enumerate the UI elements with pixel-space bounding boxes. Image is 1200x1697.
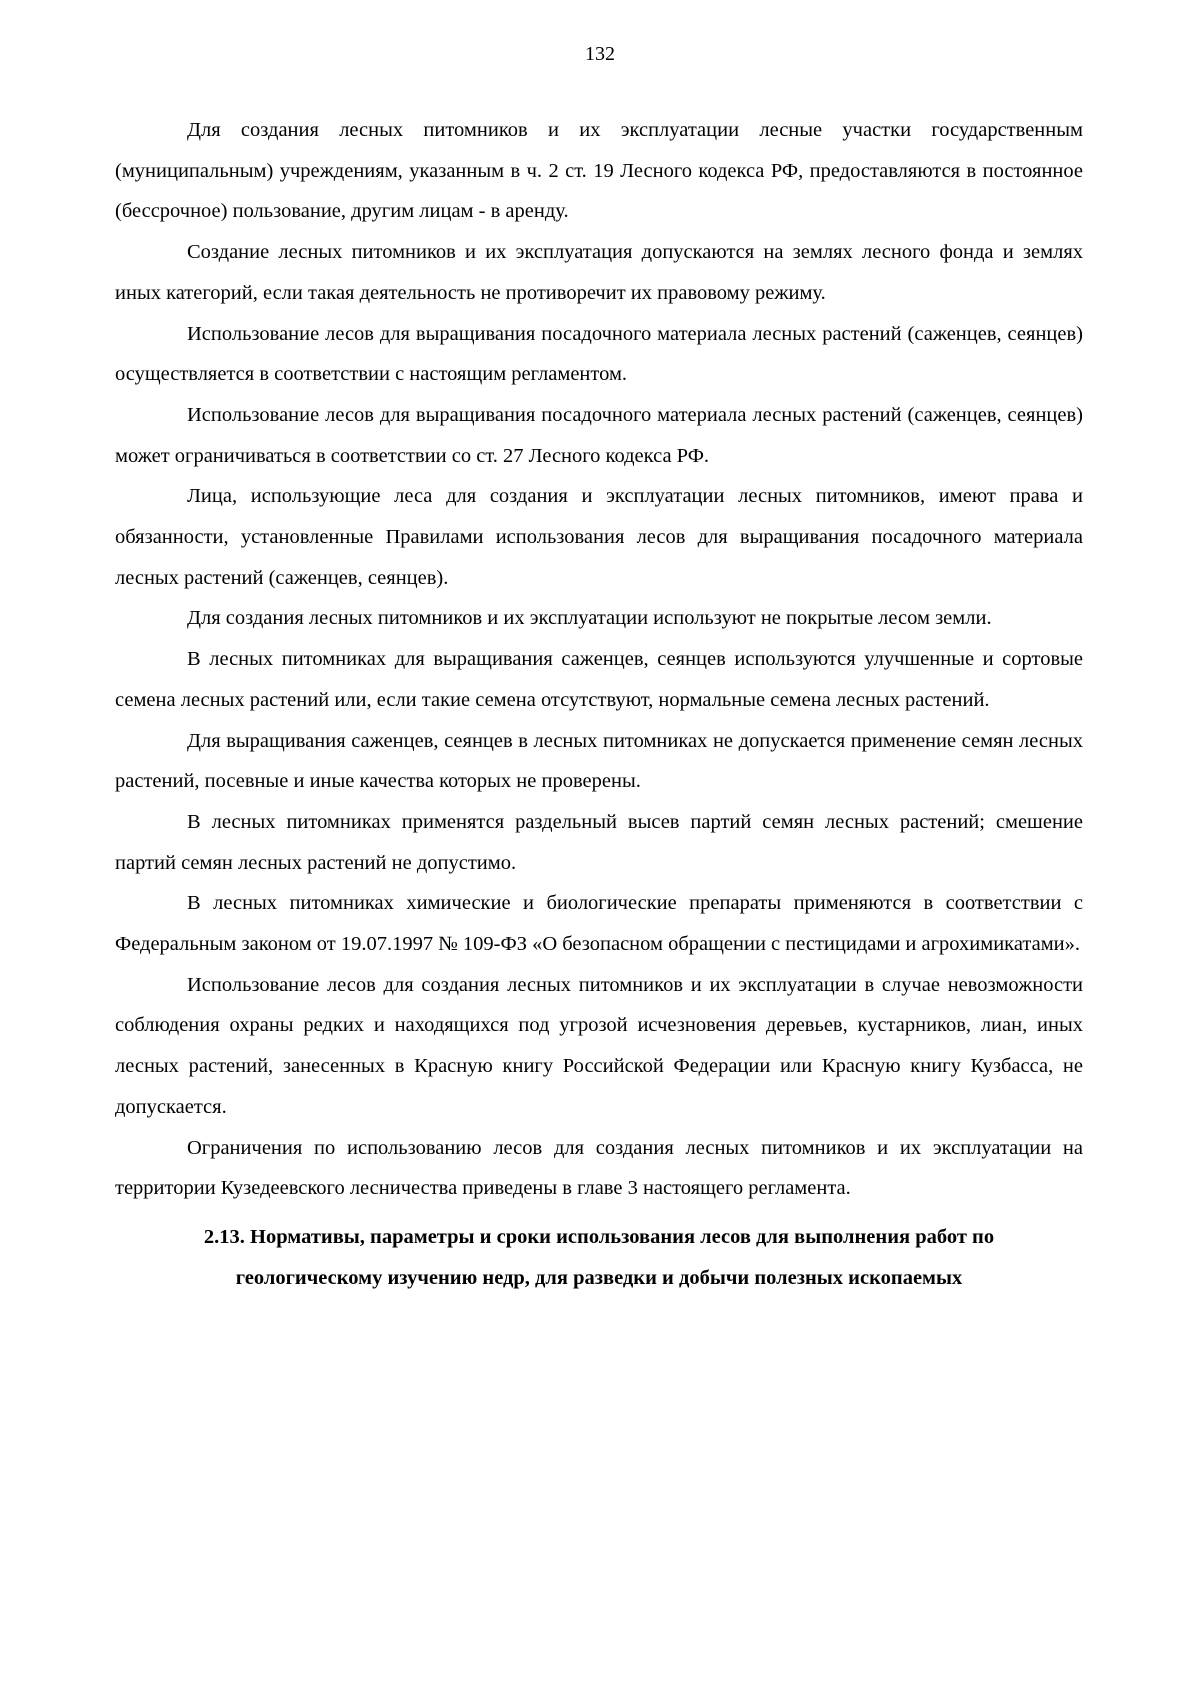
page-number: 132 <box>585 43 615 65</box>
paragraph: Использование лесов для создания лесных питомников и их эксплуатации в случае невозможности соблюдения охраны редких и находящихся под угрозой исчезновения деревьев, кустарников, лиан, иных лесных растений, занесенных в Красную книгу Российской Федерации или Красную книгу Кузбасса, не допускается. <box>115 973 1083 1118</box>
paragraph: В лесных питомниках химические и биологические препараты применяются в соответствии с Федеральным законом от 19.07.1997 № 109-ФЗ «О безопасном обращении с пестицидами и агрохимикатами». <box>115 892 1083 956</box>
paragraph: Для создания лесных питомников и их эксплуатации лесные участки государственным (муниципальным) учреждениям, указанным в ч. 2 ст. 19 Лесного кодекса РФ, предоставляются в постоянное (бессрочное) пользование, другим лицам - в аренду. <box>115 119 1083 223</box>
document-body <box>115 110 1083 1298</box>
paragraph: Для создания лесных питомников и их эксплуатации используют не покрытые лесом земли. <box>187 607 992 630</box>
paragraph: В лесных питомниках применятся раздельный высев партий семян лесных растений; смешение партий семян лесных растений не допустимо. <box>115 810 1083 874</box>
paragraph: Использование лесов для выращивания посадочного материала лесных растений (саженцев, сеянцев) осуществляется в соответствии с настоящим регламентом. <box>115 322 1083 386</box>
paragraph: В лесных питомниках для выращивания саженцев, сеянцев используются улучшенные и сортовые семена лесных растений или, если такие семена отсутствуют, нормальные семена лесных растений. <box>115 648 1083 711</box>
paragraph: Ограничения по использованию лесов для создания лесных питомников и их эксплуатации на территории Кузедеевского лесничества приведены в главе 3 настоящего регламента. <box>115 1136 1083 1200</box>
paragraph: Для выращивания саженцев, сеянцев в лесных питомниках не допускается применение семян лесных растений, посевные и иные качества которых не проверены. <box>115 729 1083 793</box>
paragraph: Использование лесов для выращивания посадочного материала лесных растений (саженцев, сеянцев) может ограничиваться в соответствии со ст. 27 Лесного кодекса РФ. <box>115 403 1083 467</box>
paragraph: Создание лесных питомников и их эксплуатация допускаются на землях лесного фонда и землях иных категорий, если такая деятельность не противоречит их правовому режиму. <box>115 241 1083 304</box>
section-heading: 2.13. Нормативы, параметры и сроки использования лесов для выполнения работ по геологическому изучению недр, для разведки и добычи полезных ископаемых <box>203 1225 995 1289</box>
paragraph: Лица, использующие леса для создания и эксплуатации лесных питомников, имеют права и обязанности, установленные Правилами использования лесов для выращивания посадочного материала лесных растений (саженцев, сеянцев). <box>115 485 1083 589</box>
